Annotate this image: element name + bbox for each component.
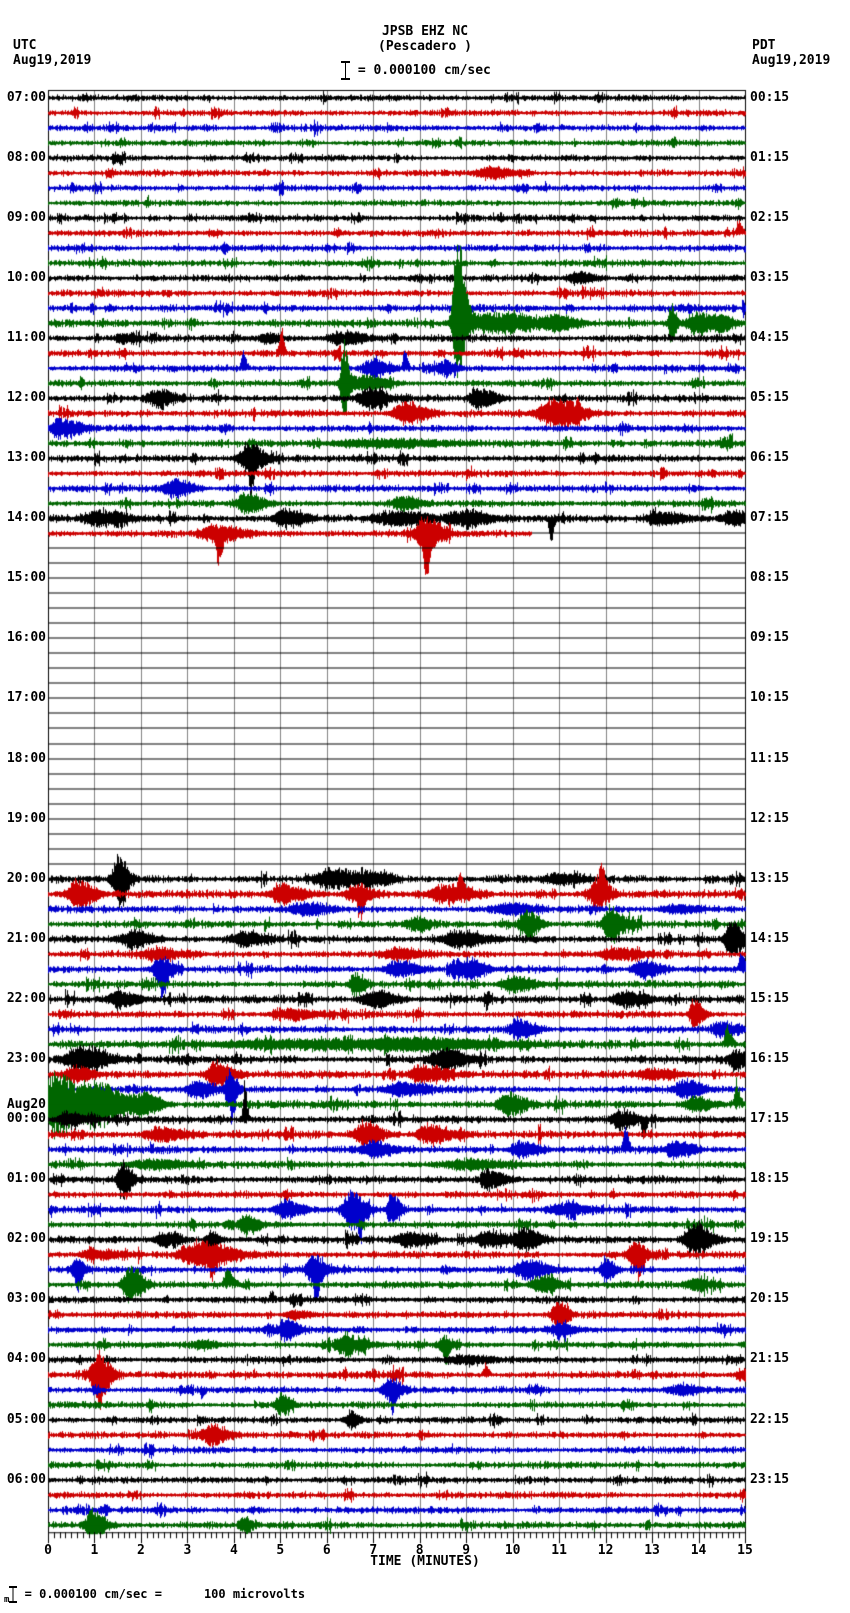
utc-hour-label: 13:00 xyxy=(6,450,46,466)
pdt-hour-label: 17:15 xyxy=(750,1111,790,1127)
utc-hour-label: 07:00 xyxy=(6,89,46,105)
pdt-hour-label: 13:15 xyxy=(750,870,790,886)
pdt-hour-label: 23:15 xyxy=(750,1471,790,1487)
x-tick-label: 2 xyxy=(137,1543,145,1559)
pdt-hour-label: 08:15 xyxy=(750,570,790,586)
utc-hour-label: 22:00 xyxy=(6,990,46,1006)
utc-hour-label: 15:00 xyxy=(6,570,46,586)
utc-hour-label: 10:00 xyxy=(6,269,46,285)
utc-hour-label: 03:00 xyxy=(6,1291,46,1307)
utc-hour-label: 05:00 xyxy=(6,1411,46,1427)
scale-bar-icon xyxy=(341,61,350,80)
utc-hour-label: 04:00 xyxy=(6,1351,46,1367)
utc-hour-label: 23:00 xyxy=(6,1051,46,1066)
scale-note-eq: = 0.000100 cm/sec = xyxy=(24,1587,162,1601)
right-date: Aug19,2019 xyxy=(752,53,831,68)
scale-note-val: 100 microvolts xyxy=(203,1587,306,1601)
utc-hour-label: 02:00 xyxy=(6,1231,46,1247)
x-tick-label: 9 xyxy=(462,1543,471,1559)
utc-hour-label: 17:00 xyxy=(6,690,46,706)
x-tick-label: 10 xyxy=(504,1543,521,1559)
pdt-hour-label: 02:15 xyxy=(750,209,790,225)
x-tick-label: 12 xyxy=(597,1543,614,1559)
utc-hour-label: 09:00 xyxy=(6,209,46,225)
station-location: (Pescadero ) xyxy=(378,39,472,54)
pdt-hour-label: 16:15 xyxy=(750,1051,790,1066)
x-tick-label: 0 xyxy=(44,1543,52,1559)
utc-hour-label: 16:00 xyxy=(6,630,46,646)
pdt-hour-label: 00:15 xyxy=(750,89,790,105)
utc-hour-label: 14:00 xyxy=(6,510,46,526)
pdt-hour-label: 07:15 xyxy=(750,510,790,526)
pdt-hour-label: 21:15 xyxy=(750,1351,790,1367)
pdt-hour-label: 11:15 xyxy=(750,750,790,766)
utc-hour-label: 19:00 xyxy=(6,810,46,826)
scale-bar-icon-small xyxy=(9,1586,17,1603)
pdt-hour-label: 12:15 xyxy=(750,810,790,826)
scale-note-sub: m xyxy=(4,1595,10,1605)
left-timezone: UTC xyxy=(13,38,37,53)
pdt-hour-label: 18:15 xyxy=(750,1171,790,1187)
x-tick-label: 11 xyxy=(551,1543,567,1559)
pdt-hour-label: 01:15 xyxy=(750,149,790,165)
pdt-hour-label: 09:15 xyxy=(750,630,790,646)
station-title: JPSB EHZ NC xyxy=(381,24,469,39)
x-tick-label: 4 xyxy=(229,1543,238,1559)
right-timezone: PDT xyxy=(752,38,776,53)
x-tick-label: 5 xyxy=(276,1543,285,1559)
pdt-hour-label: 05:15 xyxy=(750,389,790,405)
pdt-hour-label: 14:15 xyxy=(750,930,790,946)
date-change-label: Aug20 xyxy=(6,1097,46,1113)
x-axis-title: TIME (MINUTES) xyxy=(370,1554,480,1569)
utc-hour-label: 06:00 xyxy=(6,1471,46,1487)
utc-hour-label: 01:00 xyxy=(6,1171,46,1187)
x-tick-label: 3 xyxy=(183,1543,192,1559)
pdt-hour-label: 15:15 xyxy=(750,990,790,1006)
x-tick-label: 14 xyxy=(690,1543,707,1559)
scale-legend xyxy=(341,61,491,80)
pdt-hour-label: 04:15 xyxy=(750,329,790,345)
pdt-hour-label: 19:15 xyxy=(750,1231,790,1247)
pdt-hour-label: 22:15 xyxy=(750,1411,790,1427)
utc-hour-label: 20:00 xyxy=(6,870,46,886)
x-tick-label: 13 xyxy=(644,1543,660,1559)
utc-hour-label: 08:00 xyxy=(6,149,46,165)
pdt-hour-label: 06:15 xyxy=(750,450,790,466)
utc-hour-label: 18:00 xyxy=(6,750,46,766)
utc-hour-label: 21:00 xyxy=(6,930,46,946)
pdt-hour-label: 03:15 xyxy=(750,269,790,285)
utc-hour-label: 12:00 xyxy=(6,389,46,405)
scale-legend-text: = 0.000100 cm/sec xyxy=(357,63,491,78)
scale-note xyxy=(4,1586,305,1605)
utc-hour-label: 00:00 xyxy=(6,1111,46,1127)
x-tick-label: 8 xyxy=(415,1543,424,1559)
utc-hour-label: 11:00 xyxy=(6,329,46,345)
x-tick-label: 15 xyxy=(737,1543,753,1559)
x-tick-label: 1 xyxy=(90,1543,99,1559)
left-date: Aug19,2019 xyxy=(13,53,92,68)
pdt-hour-label: 20:15 xyxy=(750,1291,790,1307)
pdt-hour-label: 10:15 xyxy=(750,690,790,706)
x-tick-label: 7 xyxy=(369,1543,378,1559)
x-tick-label: 6 xyxy=(322,1543,331,1559)
